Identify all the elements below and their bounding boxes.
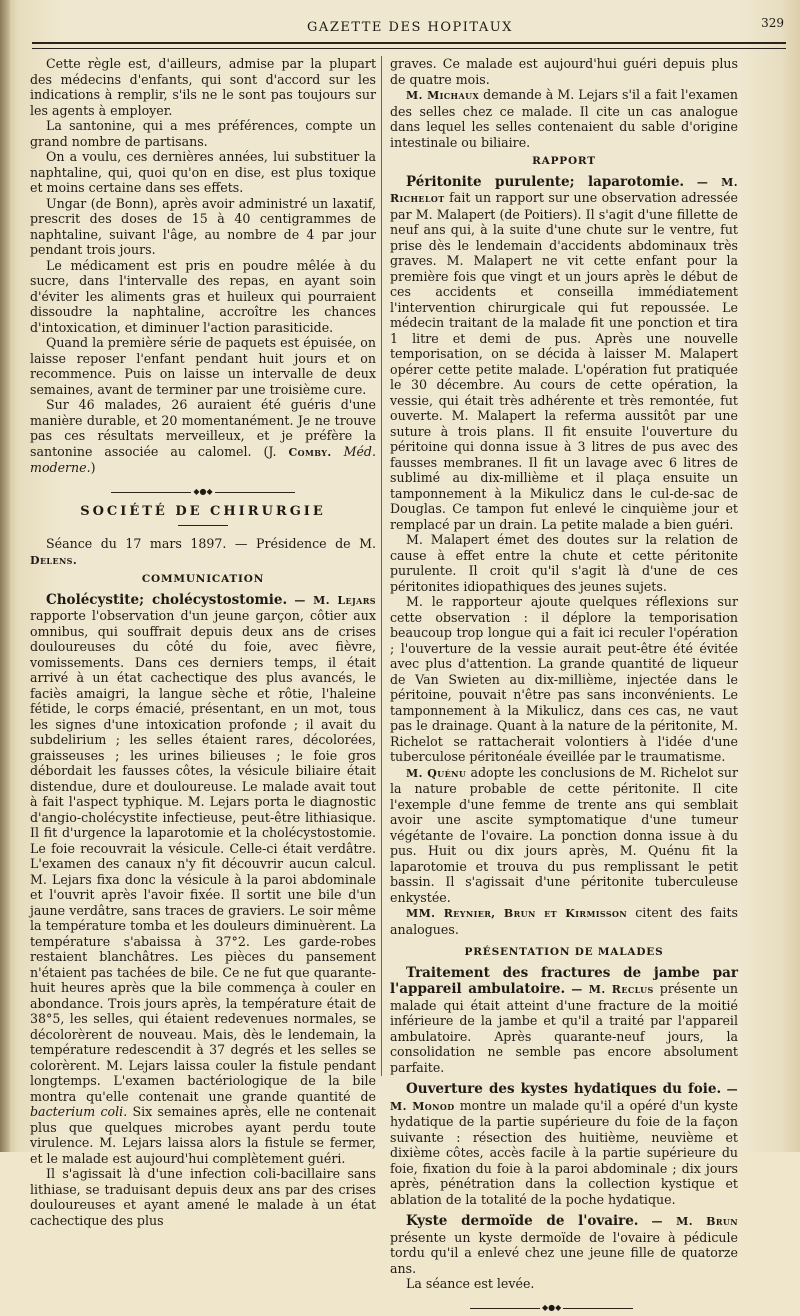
article-title: Ouverture des kystes hydatiques du foie.: [406, 1081, 722, 1097]
article-title: Péritonite purulente; laparotomie.: [406, 173, 685, 190]
seance-text: Séance du 17 mars 1897. — Présidence de M.: [46, 536, 376, 551]
bacterium-name: bacterium coli.: [30, 1104, 128, 1119]
president-name: Delens.: [30, 553, 78, 567]
speaker-name: — M. Monod: [390, 1083, 738, 1113]
peritonite-paragraph: [390, 174, 738, 533]
rapport-heading: RAPPORT: [532, 155, 596, 167]
paragraph: [30, 397, 376, 476]
paragraph: M. Malapert émet des doutes sur la relation de cause à effet entre la chute et cette péritonite purulente. Il croit qu'il s'agit là d'une de ces péritonites idiopathiques des jeunes sujets.: [390, 532, 738, 594]
quenu-paragraph: [390, 765, 738, 906]
speaker-name: M. Quénu: [406, 766, 467, 780]
paragraph-text: rapporte l'observation d'un jeune garçon, côtier aux omnibus, qui souffrait depuis deux ans de crises douloureuses du côté du foie, avec fièvre, vomissements. Dans ces derniers temps, il était arrivé à un état cachectique des plus avancés, le faciès amaigri, la langue sèche et rôtie, l'haleine fétide, le corps émacié, présentant, en un mot, tous les signes d'une intoxication profonde ; il avait du subdelirium ; les selles étaient rares, décolorées, graisseuses ; les urines bilieuses ; le foie gros débordait les fausses côtes, la vésicule biliaire était distendue, dure et douloureuse. Le malade avait tout à fait l'aspect typhique. M. Lejars porta le diagnostic d'angio-cholécystite infectieuse, peut-être lithiasique. Il fit d'urgence la laparotomie et la cholécystostomie. Le foie recouvrait la vésicule. Celle-ci était verdâtre. L'examen des canaux n'y fit découvrir aucun calcul. M. Lejars fixa donc la vésicule à la paroi abdominale et l'ouvrit après l'avoir fixée. Il sortit une bile d'un jaune verdâtre, sans traces de graviers. Le soir même la température tomba et les douleurs diminuèrent. La température s'abaissa à 37°2. Les garde-robes restaient blanchâtres. Les pièces du pansement n'étaient pas tachées de bile. Ce ne fut que quarante-huit heures après que la bile commença à couler en abondance. Trois jours après, la température était de 38°5, les selles, qui étaient redevenues normales, se décolorèrent de nouveau. Mais, dès le lendemain, la température redescendit à 37 degrés et les selles se colorèrent. M. Lejars laissa couler la fistule pendant longtemps. L'examen bactériologique de la bile montra qu'elle contenait une grande quantité de: [30, 608, 376, 1104]
article-title: Cholécystite; cholécystostomie.: [46, 591, 288, 608]
paragraph: Le médicament est pris en poudre mêlée à du sucre, dans l'intervalle des repas, en ayant soin d'éviter les aliments gras et huileux qui pourraient dissoudre la naphtaline, accroître les chances d'intoxication, et diminuer l'action parasiticide.: [30, 257, 376, 335]
speaker-name: MM. Reynier, Brun et Kirmisson: [406, 907, 628, 920]
page-header: [30, 14, 790, 38]
right-column: [390, 56, 738, 1316]
closing-line: La séance est levée.: [406, 1276, 535, 1291]
article-title: Kyste dermoïde de l'ovaire.: [406, 1213, 639, 1229]
paragraph: M. le rapporteur ajoute quelques réflexions sur cette observation : il déplore la temporisation beaucoup trop longue qui a fait ici reculer l'opération ; l'ouverture de la vessie aurait peut-être été évitée avec plus d'attention. La grande quantité de liqueur de Van Swieten au dix-millième, injectée dans le péritoine, pouvait n'être pas sans inconvénients. Le tamponnement à la Mikulicz, dans ces cas, ne vaut pas le drainage. Quant à la nature de la péritonite, M. Richelot se rattacherait volontiers à l'idée d'une tuberculose péritonéale éveillée par le traumatisme.: [390, 594, 738, 764]
left-column: [30, 56, 376, 1228]
paragraph-text: Sur 46 malades, 26 auraient été guéris d'une manière durable, et 20 momentanément. Je ne trouve pas ces résultats merveilleux, et je préfère la santonine associée au calomel. (J.: [30, 397, 376, 459]
paragraph-text: adopte les conclusions de M. Richelot sur la nature probable de cette péritonite. Il cite l'exemple d'une femme de trente ans qui semblait avoir une ascite symptomatique d'une tumeur végétante de l'ovaire. La ponction donna issue à du pus. Huit ou dix jours après, M. Quénu fit la laparotomie et trouva du pus remplissant le petit bassin. Il s'agissait d'une péritonite tuberculeuse enkystée.: [390, 764, 738, 905]
article-title: Traitement des fractures de jambe par l'appareil ambulatoire.: [390, 964, 738, 997]
closing-paren: ): [90, 460, 96, 475]
paragraph: Quand la première série de paquets est épuisée, on laisse reposer l'enfant pendant huit jours et on recommence. Puis on laisse un intervalle de deux semaines, avant de terminer par une troisième cure.: [30, 335, 376, 397]
speaker-name: — M. Lejars: [294, 593, 376, 607]
author-name: Comby.: [288, 445, 332, 459]
paragraph: Cette règle est, d'ailleurs, admise par la plupart des médecins d'enfants, qui sont d'accord sur les indications à remplir, s'ils ne le sont pas toujours sur les agents à employer.: [30, 56, 376, 118]
section-ornament: ◆●◆: [30, 484, 376, 492]
journal-name: Méd. moderne.: [30, 443, 376, 475]
paragraph-text: citent des faits analogues.: [390, 905, 738, 937]
speaker-name: — M. Richelot: [390, 175, 738, 205]
page-number: 329: [761, 16, 784, 30]
kystes-paragraph: [390, 1081, 738, 1207]
paragraph: La santonine, qui a mes préférences, compte un grand nombre de partisans.: [30, 118, 376, 149]
speaker-name: — M. Reclus: [571, 983, 654, 996]
reynier-paragraph: [390, 905, 738, 937]
paragraph-text: présente un kyste dermoïde de l'ovaire à pédicule tordu qu'il a enlevé chez une jeune fille de quatorze ans.: [390, 1229, 738, 1276]
cholecystite-paragraph: [30, 592, 376, 1167]
paragraph-text: Six semaines après, elle ne contenait plus que quelques microbes ayant perdu toute virulence. M. Lejars laissa alors la fistule se fermer, et le malade est aujourd'hui complètement guéri.: [30, 1104, 376, 1166]
fracture-paragraph: [390, 965, 738, 1076]
paragraph: Ungar (de Bonn), après avoir administré un laxatif, prescrit des doses de 15 à 40 centigrammes de naphtaline, suivant l'âge, au nombre de 4 par jour pendant trois jours.: [30, 195, 376, 257]
communication-heading: COMMUNICATION: [141, 573, 265, 585]
presentation-heading: PRÉSENTATION DE MALADES: [464, 946, 664, 958]
title-rule: [178, 525, 228, 526]
society-title: SOCIÉTÉ DE CHIRURGIE: [80, 503, 326, 519]
speaker-name: — M. Brun: [651, 1215, 739, 1228]
paragraph-text: demande à M. Lejars s'il a fait l'examen des selles chez ce malade. Il cite un cas analogue dans lequel les selles contenaient du sable d'origine intestinale ou biliaire.: [390, 87, 738, 150]
column-divider: [381, 56, 382, 1076]
michaux-paragraph: [390, 87, 738, 150]
paragraph: Il s'agissait là d'une infection coli-bacillaire sans lithiase, se traduisant depuis deux ans par des crises douloureuses et ayant amené le malade à un état cachectique des plus: [30, 1166, 376, 1228]
binding-edge: [0, 0, 10, 1152]
ovaire-paragraph: [390, 1213, 738, 1276]
seance-line: [30, 536, 376, 568]
speaker-name: M. Michaux: [406, 89, 480, 102]
paragraph-text: présente un malade qui était atteint d'une fracture de la moitié inférieure de la jambe et qu'il a traité par l'appareil ambulatoire. Après quarante-neuf jours, la consolidation ne semble pas encore absolument parfaite.: [390, 981, 738, 1075]
paragraph: On a voulu, ces dernières années, lui substituer la naphtaline, qui, quoi qu'on en dise, est plus toxique et moins certaine dans ses effets.: [30, 149, 376, 195]
header-rule: [32, 42, 786, 49]
paragraph-text: fait un rapport sur une observation adressée par M. Malapert (de Poitiers). Il s'agit d'une fillette de neuf ans qui, à la suite d'une chute sur le ventre, fut prise dès le lendemain d'accidents abdominaux très graves. M. Malapert ne vit cette enfant pour la première fois que vingt et un jours après le début de ces accidents et conseilla immédiatement l'intervention chirurgicale qui fut repoussée. Le médecin traitant de la malade fit une ponction et tira 1 litre et demi de pus. Après une nouvelle temporisation, on se décida à laisser M. Malapert opérer cette petite malade. L'opération fut pratiquée le 30 décembre. Au cours de cette opération, la vessie, qui était très adhérente et très remontée, fut ouverte. M. Malapert la referma aussitôt par une suture à trois plans. Il fit ensuite l'ouverture du péritoine qui donna issue à 3 litres de pus avec des fausses membranes. Il fit un lavage avec 6 litres de sublimé au dix-millième et il plaça ensuite un tamponnement à la Mikulicz dans le cul-de-sac de Douglas. Ce tampon fut enlevé le cinquième jour et remplacé par un drain. La petite malade a bien guéri.: [390, 190, 738, 532]
end-ornament: ◆●◆: [390, 1300, 738, 1308]
paragraph: graves. Ce malade est aujourd'hui guéri depuis plus de quatre mois.: [390, 56, 738, 87]
paragraph-text: montre un malade qu'il a opéré d'un kyste hydatique de la partie supérieure du foie de la façon suivante : résection des huitième, neuvième et dixième côtes, accès facile à la partie supérieure du foie, fixation du foie à la paroi abdominale ; dix jours après, pénétration dans la collection kystique et ablation de la totalité de la poche hydatique.: [390, 1097, 738, 1207]
running-title: GAZETTE DES HOPITAUX: [307, 20, 513, 35]
